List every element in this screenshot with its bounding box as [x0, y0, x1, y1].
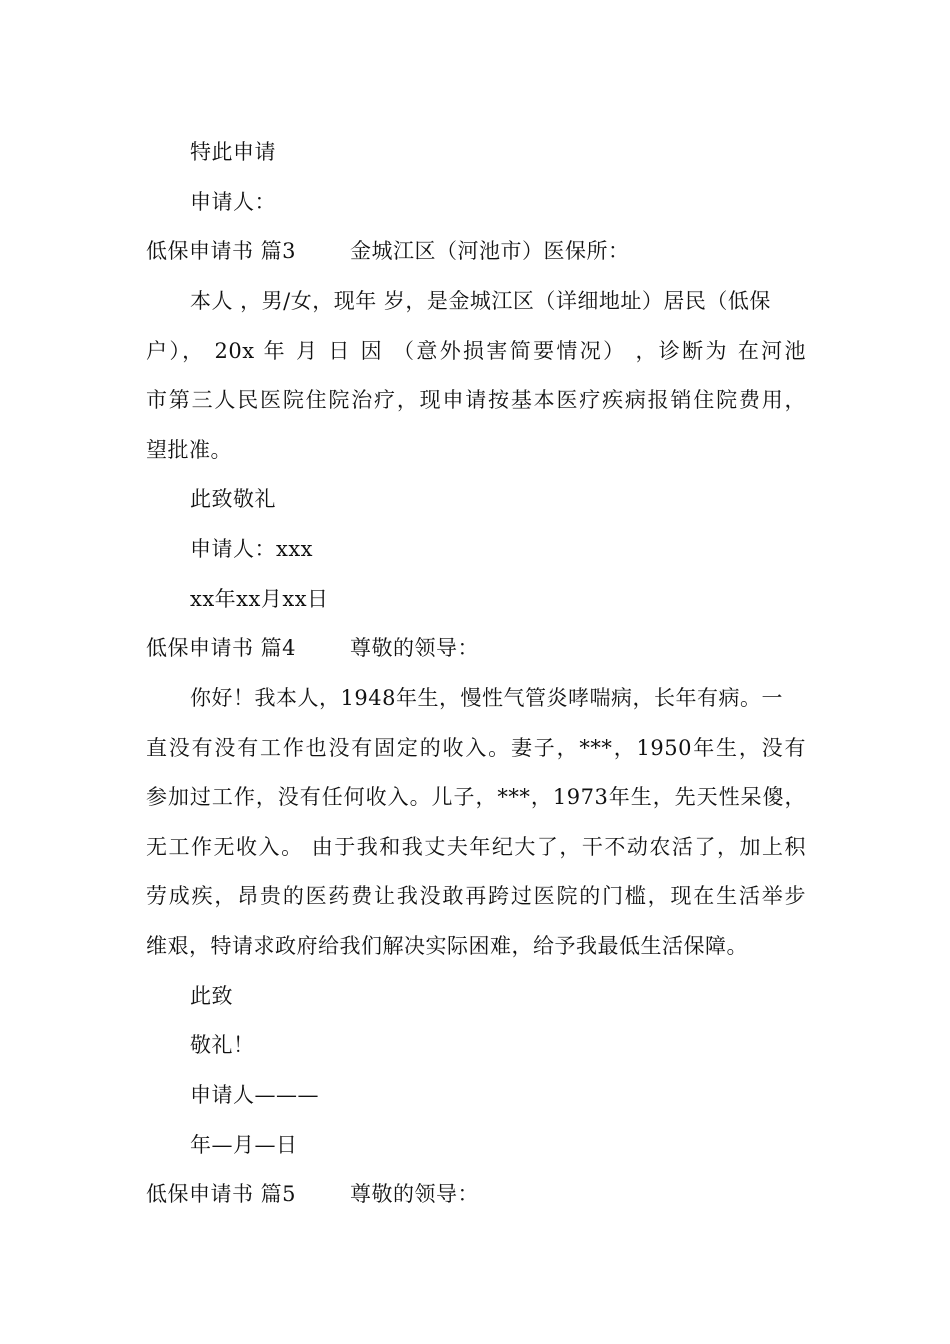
body-line: 你好！我本人，1948年生，慢性气管炎哮喘病，长年有病。一: [190, 686, 783, 710]
closing-line: 特此申请: [190, 140, 276, 164]
section-heading-4: [146, 633, 479, 663]
closing-line: 敬礼！: [190, 1033, 255, 1057]
body-line: 本人 ，男/女，现年 岁，是金城江区（详细地址）居民（低保: [190, 289, 771, 313]
salutation: 尊敬的领导：: [350, 1182, 479, 1206]
body-line: 户）， 20x 年 月 日 因 （意外损害简要情况） ，诊断为 在河池: [146, 339, 806, 363]
date-line: 年—月—日: [190, 1133, 298, 1157]
body-line: 市第三人民医院住院治疗，现申请按基本医疗疾病报销住院费用，: [146, 388, 806, 412]
closing-line: 此致敬礼: [190, 487, 276, 511]
body-line: 参加过工作，没有任何收入。儿子，***，1973年生，先天性呆傻，: [146, 785, 806, 809]
body-line: 维艰，特请求政府给我们解决实际困难，给予我最低生活保障。: [146, 934, 748, 958]
body-line: 直没有没有工作也没有固定的收入。妻子，***，1950年生，没有: [146, 736, 806, 760]
date-line: xx年xx月xx日: [190, 587, 329, 611]
applicant-line: 申请人：: [190, 190, 276, 214]
section-heading-5: [146, 1179, 479, 1209]
section-heading-3: [146, 236, 630, 266]
salutation: 金城江区（河池市）医保所：: [350, 239, 630, 263]
closing-line: 此致: [190, 984, 233, 1008]
signature-line: 申请人———: [190, 1083, 319, 1107]
section-label: 低保申请书 篇4: [146, 636, 297, 660]
body-line: 无工作无收入。 由于我和我丈夫年纪大了，干不动农活了，加上积: [146, 835, 806, 859]
salutation: 尊敬的领导：: [350, 636, 479, 660]
body-line: 劳成疾，昂贵的医药费让我没敢再跨过医院的门槛，现在生活举步: [146, 884, 806, 908]
section-label: 低保申请书 篇5: [146, 1182, 297, 1206]
section-label: 低保申请书 篇3: [146, 239, 297, 263]
body-line: 望批准。: [146, 438, 232, 462]
signature-line: 申请人：xxx: [190, 537, 314, 561]
